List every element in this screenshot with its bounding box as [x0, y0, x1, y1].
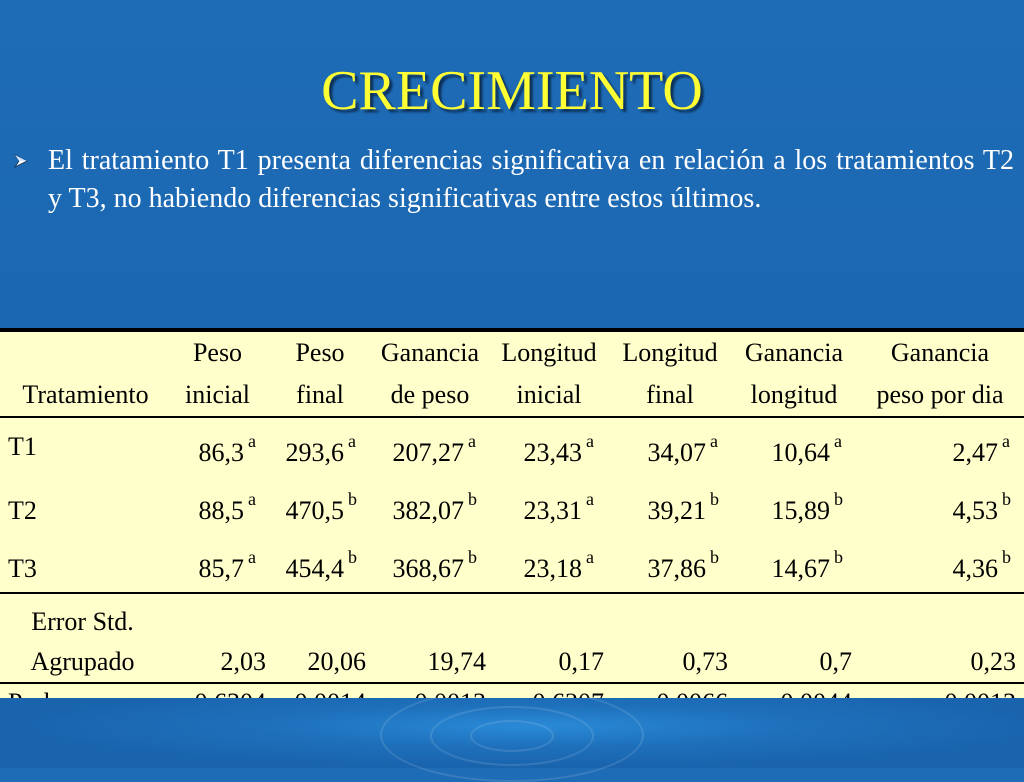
- table-cell: [370, 417, 490, 476]
- ripple-decoration: [470, 720, 554, 752]
- significance-letter: a: [248, 489, 256, 509]
- cell-value: 2,47: [952, 438, 998, 467]
- cell-value: 37,86: [647, 554, 706, 583]
- table-row: [0, 417, 1024, 476]
- table-cell: [270, 417, 370, 476]
- column-header-top: Ganancia: [370, 330, 490, 374]
- table-cell: [370, 534, 490, 593]
- table-cell: [732, 476, 856, 534]
- significance-letter: b: [834, 547, 843, 567]
- significance-letter: b: [1002, 547, 1011, 567]
- column-header-top: Ganancia: [856, 330, 1024, 374]
- cell-value: 39,21: [647, 496, 706, 525]
- table-cell: [608, 476, 732, 534]
- cell-value: 470,5: [285, 496, 344, 525]
- table-cell: [732, 417, 856, 476]
- cell-value: 15,89: [771, 496, 830, 525]
- column-header-bottom: inicial: [165, 374, 270, 417]
- error-row: [0, 642, 1024, 683]
- decorative-water-strip: [0, 698, 1024, 768]
- cell-value: 368,67: [392, 554, 464, 583]
- significance-letter: a: [1002, 431, 1010, 451]
- error-value: 2,03: [165, 642, 270, 683]
- error-value: 0,17: [490, 642, 608, 683]
- significance-letter: a: [468, 431, 476, 451]
- cell-value: 14,67: [771, 554, 830, 583]
- results-table-panel: [0, 328, 1024, 698]
- table-cell: [608, 417, 732, 476]
- table-cell: [856, 476, 1024, 534]
- table-cell: [490, 534, 608, 593]
- column-header-bottom: inicial: [490, 374, 608, 417]
- table-row: [0, 534, 1024, 593]
- table-cell: [490, 417, 608, 476]
- column-header-top: Peso: [165, 330, 270, 374]
- table-header-row-bottom: [0, 374, 1024, 417]
- slide-title: CRECIMIENTO: [321, 60, 703, 122]
- column-header-bottom: peso por dia: [856, 374, 1024, 417]
- treatment-label: T3: [0, 534, 165, 593]
- error-value: 20,06: [270, 642, 370, 683]
- significance-letter: b: [834, 489, 843, 509]
- table-cell: [165, 417, 270, 476]
- cell-value: 23,18: [523, 554, 582, 583]
- table-cell: [732, 534, 856, 593]
- significance-letter: b: [710, 547, 719, 567]
- column-header-bottom: Tratamiento: [0, 374, 165, 417]
- column-header-top: Peso: [270, 330, 370, 374]
- significance-letter: a: [248, 547, 256, 567]
- error-value: 0,23: [856, 642, 1024, 683]
- column-header-top: [0, 330, 165, 374]
- table-cell: [165, 476, 270, 534]
- error-value: 19,74: [370, 642, 490, 683]
- column-header-bottom: final: [270, 374, 370, 417]
- table-cell: [370, 476, 490, 534]
- significance-letter: b: [468, 547, 477, 567]
- significance-letter: a: [710, 431, 718, 451]
- significance-letter: b: [1002, 489, 1011, 509]
- column-header-bottom: final: [608, 374, 732, 417]
- empty-cell: [165, 593, 270, 642]
- significance-letter: b: [348, 547, 357, 567]
- error-label-line2: Agrupado: [0, 642, 165, 683]
- significance-letter: a: [834, 431, 842, 451]
- significance-letter: b: [348, 489, 357, 509]
- cell-value: 85,7: [198, 554, 244, 583]
- table-cell: [490, 476, 608, 534]
- results-table: [0, 328, 1024, 722]
- significance-letter: a: [586, 547, 594, 567]
- error-value: 0,73: [608, 642, 732, 683]
- cell-value: 23,43: [523, 438, 582, 467]
- empty-cell: [270, 593, 370, 642]
- table-cell: [270, 476, 370, 534]
- empty-cell: [490, 593, 608, 642]
- column-header-bottom: longitud: [732, 374, 856, 417]
- significance-letter: a: [586, 431, 594, 451]
- bullet-text: El tratamiento T1 presenta diferencias significativa en relación a los tratamientos T2 y T3, no habiendo diferencias significativas entre estos últimos.: [48, 145, 1014, 214]
- treatment-label: T1: [8, 432, 37, 461]
- cell-value: 34,07: [647, 438, 706, 467]
- column-header-top: Longitud: [608, 330, 732, 374]
- cell-value: 293,6: [285, 438, 344, 467]
- empty-cell: [856, 593, 1024, 642]
- column-header-bottom: de peso: [370, 374, 490, 417]
- treatment-label: T2: [8, 496, 37, 525]
- table-header-row-top: [0, 330, 1024, 374]
- cell-value: 10,64: [771, 438, 830, 467]
- cell-value: 382,07: [392, 496, 464, 525]
- significance-letter: a: [586, 489, 594, 509]
- cell-value: 207,27: [392, 438, 464, 467]
- cell-value: 23,31: [523, 496, 582, 525]
- significance-letter: b: [710, 489, 719, 509]
- error-row-label: [0, 593, 1024, 642]
- significance-letter: a: [248, 431, 256, 451]
- error-label-line1: Error Std.: [31, 607, 134, 636]
- cell-value: 86,3: [198, 438, 244, 467]
- cell-value: 454,4: [285, 554, 344, 583]
- cell-value: 4,53: [952, 496, 998, 525]
- empty-cell: [732, 593, 856, 642]
- arrowhead-bullet-icon: [14, 154, 28, 168]
- empty-cell: [370, 593, 490, 642]
- significance-letter: a: [348, 431, 356, 451]
- column-header-top: Longitud: [490, 330, 608, 374]
- error-value: 0,7: [732, 642, 856, 683]
- table-cell: [856, 534, 1024, 593]
- cell-value: 88,5: [198, 496, 244, 525]
- table-cell: [608, 534, 732, 593]
- empty-cell: [608, 593, 732, 642]
- table-row: [0, 476, 1024, 534]
- table-cell: [165, 534, 270, 593]
- cell-value: 4,36: [952, 554, 998, 583]
- table-cell: [270, 534, 370, 593]
- significance-letter: b: [468, 489, 477, 509]
- column-header-top: Ganancia: [732, 330, 856, 374]
- bullet-point: [14, 142, 1014, 218]
- table-cell: [856, 417, 1024, 476]
